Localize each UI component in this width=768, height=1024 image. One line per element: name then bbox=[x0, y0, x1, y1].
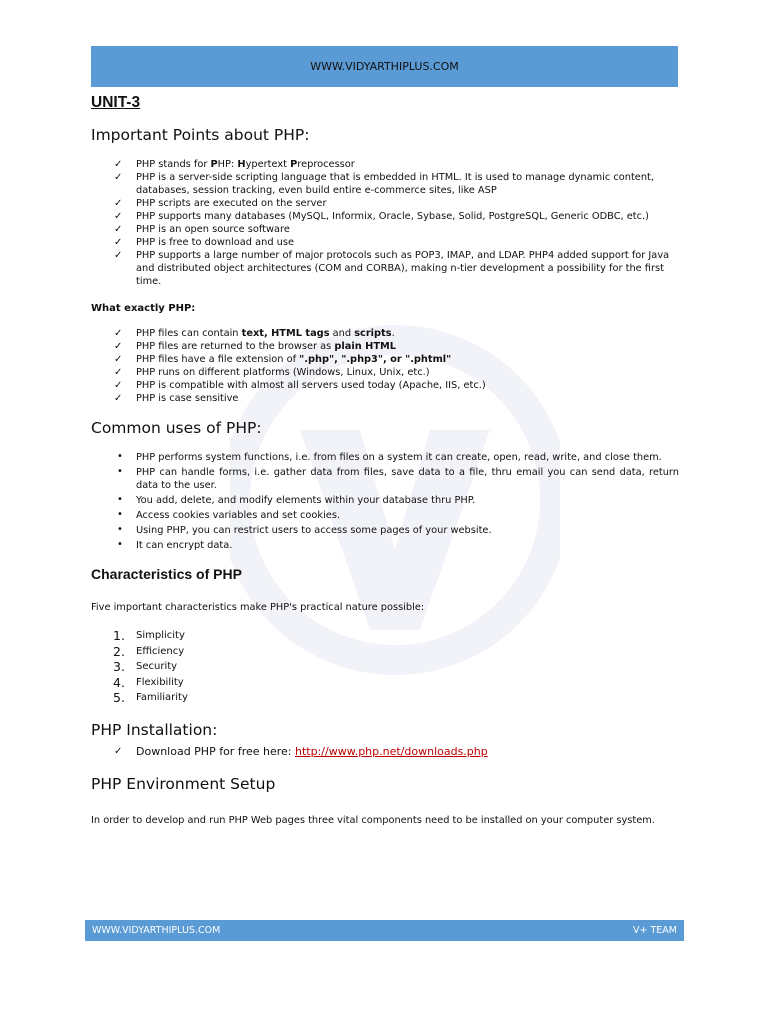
checkmark-icon: ✓ bbox=[114, 159, 123, 170]
list-number: 1. bbox=[113, 628, 125, 643]
important-title: Important Points about PHP: bbox=[91, 126, 310, 144]
checkmark-icon: ✓ bbox=[114, 380, 123, 391]
header-site: WWW.VIDYARTHIPLUS.COM bbox=[310, 60, 459, 73]
list-item: ✓ PHP supports many databases (MySQL, Informix, Oracle, Sybase, Solid, PostgreSQL, Generic ODBC, etc.) bbox=[114, 211, 649, 222]
list-number: 5. bbox=[113, 690, 125, 705]
list-item bbox=[91, 745, 679, 759]
environment-title: PHP Environment Setup bbox=[91, 774, 276, 793]
common-title: Common uses of PHP: bbox=[91, 419, 262, 437]
list-item: • PHP can handle forms, i.e. gather data from files, save data to a file, thru email you can send data, return data to the user. bbox=[117, 466, 679, 491]
checkmark-icon: ✓ bbox=[114, 367, 123, 378]
checkmark-icon: ✓ bbox=[114, 354, 123, 365]
what-title: What exactly PHP: bbox=[91, 303, 196, 314]
checkmark-icon: ✓ bbox=[114, 172, 123, 183]
list-item: • Using PHP, you can restrict users to access some pages of your website. bbox=[117, 524, 492, 536]
checkmark-icon: ✓ bbox=[114, 211, 123, 222]
important-list bbox=[91, 158, 679, 288]
bullet-icon: • bbox=[117, 451, 123, 462]
page-header bbox=[91, 46, 678, 87]
list-item: ✓ PHP supports a large number of major protocols such as POP3, IMAP, and LDAP. PHP4 added support for Java and distributed object architectures (COM and CORBA), making n-tier development a possibility for the first time. bbox=[114, 250, 670, 287]
installation-title: PHP Installation: bbox=[91, 720, 218, 739]
environment-text: In order to develop and run PHP Web pages three vital components need to be installed on your computer system. bbox=[91, 814, 655, 826]
bullet-icon: • bbox=[117, 509, 123, 520]
checkmark-icon: ✓ bbox=[114, 198, 123, 209]
content bbox=[91, 94, 679, 827]
list-item: 3. Security bbox=[113, 659, 178, 674]
list-item: • Access cookies variables and set cookies. bbox=[117, 509, 341, 521]
download-link[interactable]: http://www.php.net/downloads.php bbox=[295, 744, 488, 758]
list-number: 3. bbox=[113, 659, 125, 674]
list-item: ✓ PHP runs on different platforms (Windows, Linux, Unix, etc.) bbox=[114, 367, 430, 378]
bullet-icon: • bbox=[117, 524, 123, 535]
list-item: ✓ PHP files have a file extension of ".php", ".php3", or ".phtml" bbox=[114, 354, 452, 365]
list-number: 4. bbox=[113, 674, 125, 690]
list-item: ✓ PHP scripts are executed on the server bbox=[114, 198, 327, 209]
unit-title: UNIT-3 bbox=[91, 94, 141, 111]
checkmark-icon: ✓ bbox=[114, 341, 123, 352]
list-item: 2. Efficiency bbox=[113, 643, 185, 659]
what-list bbox=[91, 327, 679, 405]
checkmark-icon: ✓ bbox=[114, 224, 123, 235]
checkmark-icon: ✓ bbox=[114, 250, 123, 261]
footer-team: V+ TEAM bbox=[633, 925, 677, 936]
footer-site: WWW.VIDYARTHIPLUS.COM bbox=[92, 925, 221, 936]
list-item: 1. Simplicity bbox=[113, 628, 185, 643]
checkmark-icon: ✓ bbox=[114, 237, 123, 248]
installation-text: Download PHP for free here: bbox=[136, 744, 296, 758]
list-item: • You add, delete, and modify elements within your database thru PHP. bbox=[117, 494, 476, 506]
bullet-icon: • bbox=[117, 466, 123, 477]
list-item: ✓ PHP is compatible with almost all servers used today (Apache, IIS, etc.) bbox=[114, 380, 486, 391]
list-item: ✓ PHP is free to download and use bbox=[114, 237, 294, 248]
list-item: ✓ PHP is case sensitive bbox=[114, 393, 239, 404]
characteristics-intro: Five important characteristics make PHP's practical nature possible: bbox=[91, 602, 425, 613]
list-item: ✓ PHP files are returned to the browser as plain HTML bbox=[114, 341, 396, 352]
characteristics-list bbox=[91, 628, 679, 706]
list-item: ✓ PHP is an open source software bbox=[114, 224, 290, 235]
common-list bbox=[91, 451, 679, 552]
characteristics-title: Characteristics of PHP bbox=[91, 566, 242, 582]
bullet-icon: • bbox=[117, 494, 123, 505]
bullet-icon: • bbox=[117, 539, 123, 550]
list-item: ✓ PHP stands for PHP: Hypertext Preprocessor bbox=[114, 159, 355, 170]
installation-list bbox=[91, 745, 679, 759]
list-item: 5. Familiarity bbox=[113, 690, 188, 705]
list-item: • It can encrypt data. bbox=[117, 539, 233, 551]
checkmark-icon: ✓ bbox=[114, 745, 123, 757]
checkmark-icon: ✓ bbox=[114, 328, 123, 339]
checkmark-icon: ✓ bbox=[114, 393, 123, 404]
list-item: 4. Flexibility bbox=[113, 674, 184, 690]
list-number: 2. bbox=[113, 643, 125, 659]
list-item: ✓ PHP files can contain text, HTML tags and scripts. bbox=[114, 328, 395, 339]
list-item: • PHP performs system functions, i.e. from files on a system it can create, open, read, write, and close them. bbox=[117, 451, 662, 463]
page-footer bbox=[85, 920, 684, 941]
list-item: ✓ PHP is a server-side scripting language that is embedded in HTML. It is used to manage dynamic content, databases, session tracking, even build entire e-commerce sites, like ASP bbox=[114, 172, 654, 196]
